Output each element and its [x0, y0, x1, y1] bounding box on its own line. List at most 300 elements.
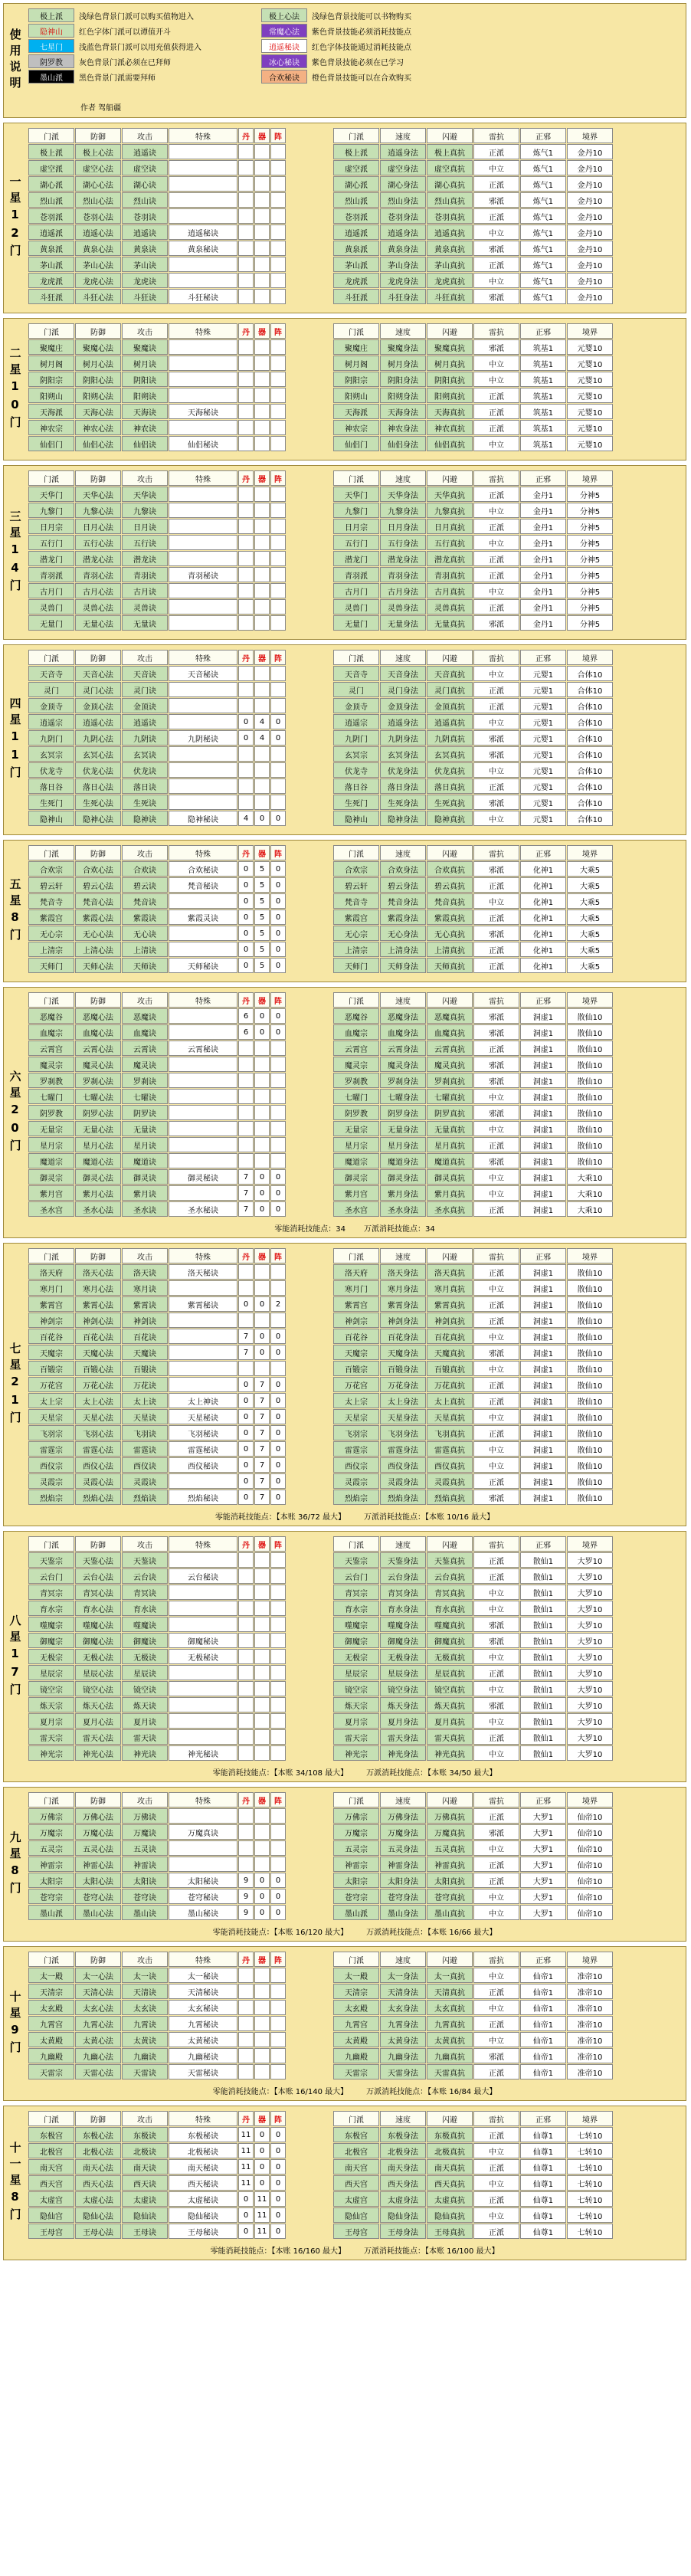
column-header: 雷抗	[473, 1792, 519, 1807]
table-cell: 正派	[473, 519, 519, 534]
table-cell: 元婴10	[567, 404, 613, 419]
table-cell: 洞虚1	[520, 1137, 566, 1152]
table-cell: 邪派	[473, 1617, 519, 1632]
table-cell: 金丹10	[567, 144, 613, 159]
column-gap	[287, 192, 332, 208]
table-cell: 邪派	[473, 1105, 519, 1120]
table-cell	[254, 289, 270, 304]
column-gap	[287, 992, 332, 1008]
table-cell: 烈焰心法	[75, 1490, 121, 1505]
legend-tag: 七星门	[28, 39, 74, 53]
table-cell	[254, 599, 270, 615]
sect-name-cell: 天星宗	[28, 1409, 74, 1424]
table-cell: 魔灵真抗	[427, 1057, 473, 1072]
table-cell: 正派	[473, 1873, 519, 1888]
table-cell: 0	[270, 1024, 286, 1040]
table-cell: 极上派	[333, 144, 379, 159]
table-cell: 北极身法	[380, 2143, 426, 2158]
table-cell: 星辰诀	[122, 1665, 168, 1680]
table-cell: 神农诀	[122, 420, 168, 435]
table-cell: 天星宗	[333, 1409, 379, 1424]
table-cell: 炼气1	[520, 144, 566, 159]
table-cell: 仙帝10	[567, 1889, 613, 1904]
column-header: 攻击	[122, 1536, 168, 1552]
table-cell: 灵兽诀	[122, 599, 168, 615]
table-cell: 天鉴诀	[122, 1552, 168, 1568]
table-cell: 中立	[473, 1409, 519, 1424]
table-cell: 古月心法	[75, 583, 121, 598]
sect-name-cell: 天师门	[28, 958, 74, 973]
table-cell: 逍遥心法	[75, 714, 121, 729]
table-cell: 邪派	[473, 795, 519, 810]
table-cell: 中立	[473, 160, 519, 175]
table-cell: 散仙10	[567, 1490, 613, 1505]
table-cell	[254, 1041, 270, 1056]
table-cell: 正派	[473, 778, 519, 794]
table-cell	[270, 1984, 286, 1999]
table-cell	[169, 1617, 237, 1632]
column-header: 攻击	[122, 1792, 168, 1807]
column-header: 闪避	[427, 992, 473, 1008]
table-cell: 洛天秘诀	[169, 1264, 237, 1280]
table-cell: 神光真抗	[427, 1745, 473, 1761]
table-cell: 南天秘诀	[169, 2159, 237, 2175]
table-cell: 九阴真抗	[427, 730, 473, 746]
table-cell: 七转10	[567, 2127, 613, 2142]
table-cell: 烈焰宗	[333, 1490, 379, 1505]
table-cell	[238, 698, 254, 713]
table-cell	[238, 372, 254, 387]
table-cell: 11	[254, 2207, 270, 2223]
table-cell: 散仙10	[567, 1329, 613, 1344]
table-cell: 合欢秘诀	[169, 861, 237, 877]
table-cell	[254, 1089, 270, 1104]
table-cell: 0	[270, 714, 286, 729]
sect-name-cell: 神剑宗	[28, 1313, 74, 1328]
table-cell	[238, 1057, 254, 1072]
table-cell	[270, 1633, 286, 1648]
table-cell	[270, 1121, 286, 1136]
table-cell	[169, 535, 237, 550]
table-cell: 青羽诀	[122, 567, 168, 582]
column-header: 防御	[75, 650, 121, 665]
section-table	[28, 992, 681, 1217]
table-cell: 紫霄身法	[380, 1296, 426, 1312]
table-cell	[254, 1137, 270, 1152]
table-cell: 太黄心法	[75, 2032, 121, 2047]
table-cell: 天雷诀	[122, 2064, 168, 2079]
table-cell: 碧云心法	[75, 877, 121, 893]
table-cell	[169, 1840, 237, 1856]
table-cell: 灵门真抗	[427, 682, 473, 697]
sect-name-cell: 天鉴宗	[28, 1552, 74, 1568]
table-cell: 太上心法	[75, 1393, 121, 1408]
section-table	[28, 2111, 681, 2239]
sect-name-cell: 太一殿	[28, 1968, 74, 1983]
table-cell	[270, 192, 286, 208]
column-header: 特殊	[169, 128, 237, 143]
table-cell: 九霄真抗	[427, 2016, 473, 2031]
table-cell: 筑基1	[520, 420, 566, 435]
table-cell: 中立	[473, 503, 519, 518]
table-cell: 七转10	[567, 2159, 613, 2175]
table-cell	[254, 1984, 270, 1999]
table-cell: 元婴10	[567, 356, 613, 371]
table-cell: 散仙10	[567, 1089, 613, 1104]
table-cell: 魔道心法	[75, 1153, 121, 1168]
table-cell: 黄泉诀	[122, 241, 168, 256]
table-cell: 湖心身法	[380, 176, 426, 192]
table-cell: 九黎真抗	[427, 503, 473, 518]
table-cell	[169, 1345, 237, 1360]
legend-desc2: 紫色背景技能必须在已学习	[312, 58, 404, 67]
table-cell: 0	[254, 1008, 270, 1024]
table-cell: 烈焰秘诀	[169, 1490, 237, 1505]
table-cell: 噬魔宗	[333, 1617, 379, 1632]
table-cell: 散仙1	[520, 1568, 566, 1584]
column-header: 正邪	[520, 1952, 566, 1967]
table-cell	[254, 224, 270, 240]
table-cell: 青羽身法	[380, 567, 426, 582]
column-header: 丹	[238, 1248, 254, 1263]
table-cell: 5	[254, 958, 270, 973]
table-cell: 上清身法	[380, 942, 426, 957]
table-cell	[270, 666, 286, 681]
table-cell	[238, 1280, 254, 1296]
table-cell: 灵兽门	[333, 599, 379, 615]
table-cell: 太玄秘诀	[169, 2000, 237, 2015]
table-cell: 圣水身法	[380, 1201, 426, 1217]
table-cell: 苍穹真抗	[427, 1889, 473, 1904]
table-cell: 灵霞身法	[380, 1473, 426, 1489]
table-cell	[254, 273, 270, 288]
table-cell: 苍羽身法	[380, 208, 426, 224]
table-cell: 魔道宗	[333, 1153, 379, 1168]
table-cell: 0	[270, 1873, 286, 1888]
table-cell: 血魔身法	[380, 1024, 426, 1040]
table-cell	[169, 682, 237, 697]
column-header: 雷抗	[473, 2111, 519, 2126]
column-header: 速度	[380, 1792, 426, 1807]
table-cell	[270, 583, 286, 598]
table-cell: 湖心诀	[122, 176, 168, 192]
table-cell: 太阳真抗	[427, 1873, 473, 1888]
table-cell: 11	[254, 2224, 270, 2239]
table-cell: 九黎心法	[75, 503, 121, 518]
table-cell	[270, 273, 286, 288]
table-cell	[169, 893, 237, 909]
column-header: 门派	[333, 1792, 379, 1807]
table-cell: 7	[238, 1345, 254, 1360]
table-cell: 王母诀	[122, 2224, 168, 2239]
column-gap	[287, 176, 332, 192]
table-cell: 玄冥宗	[333, 746, 379, 762]
table-cell	[270, 1105, 286, 1120]
table-cell: 天雷宗	[333, 2064, 379, 2079]
table-cell: 元婴1	[520, 730, 566, 746]
table-cell	[270, 404, 286, 419]
column-header: 攻击	[122, 470, 168, 486]
table-cell	[169, 1697, 237, 1712]
table-cell: 万花心法	[75, 1377, 121, 1392]
table-cell: 南天宫	[333, 2159, 379, 2175]
table-cell: 洞虚1	[520, 1024, 566, 1040]
table-cell: 逍遥真抗	[427, 714, 473, 729]
table-cell: 正派	[473, 2224, 519, 2239]
table-cell: 日月宗	[333, 519, 379, 534]
sect-name-cell: 罗刹教	[28, 1073, 74, 1088]
table-cell: 邪派	[473, 1024, 519, 1040]
table-cell	[270, 615, 286, 631]
table-cell: 中立	[473, 1361, 519, 1376]
table-cell: 神雷宗	[333, 1857, 379, 1872]
legend-tag2: 常魔心法	[261, 24, 307, 38]
column-gap	[287, 1681, 332, 1696]
table-cell: 正派	[473, 487, 519, 502]
table-cell	[169, 778, 237, 794]
table-cell: 9	[238, 1873, 254, 1888]
table-cell: 11	[238, 2159, 254, 2175]
table-cell: 九霄秘诀	[169, 2016, 237, 2031]
table-cell: 上清真抗	[427, 942, 473, 957]
table-cell: 合体10	[567, 666, 613, 681]
sect-name-cell: 烈山派	[28, 192, 74, 208]
table-cell	[254, 1313, 270, 1328]
table-cell: 中立	[473, 1089, 519, 1104]
table-cell	[270, 1840, 286, 1856]
table-cell: 百花身法	[380, 1329, 426, 1344]
table-cell: 斗狂真抗	[427, 289, 473, 304]
column-header: 器	[254, 1952, 270, 1967]
table-cell	[238, 599, 254, 615]
sect-name-cell: 树月阁	[28, 356, 74, 371]
table-cell: 云台诀	[122, 1568, 168, 1584]
column-gap	[287, 1329, 332, 1344]
table-cell: 极上心法	[75, 144, 121, 159]
table-cell: 太一诀	[122, 1968, 168, 1983]
usage-legend	[28, 8, 681, 84]
table-cell: 北极宫	[333, 2143, 379, 2158]
table-cell	[254, 535, 270, 550]
column-gap	[287, 470, 332, 486]
table-cell: 散仙10	[567, 1008, 613, 1024]
table-cell: 隐神诀	[122, 811, 168, 826]
table-cell: 西仪宗	[333, 1457, 379, 1473]
table-cell: 洞虚1	[520, 1425, 566, 1440]
table-cell	[169, 1185, 237, 1201]
table-cell: 正派	[473, 1808, 519, 1824]
table-cell: 西仪真抗	[427, 1457, 473, 1473]
table-cell: 落日身法	[380, 778, 426, 794]
column-header: 闪避	[427, 2111, 473, 2126]
table-cell: 寒月诀	[122, 1280, 168, 1296]
table-cell: 太一心法	[75, 1968, 121, 1983]
table-cell: 碧云真抗	[427, 877, 473, 893]
table-cell: 魔灵心法	[75, 1057, 121, 1072]
table-cell: 太上真抗	[427, 1393, 473, 1408]
column-header: 丹	[238, 470, 254, 486]
sect-name-cell: 合欢宗	[28, 861, 74, 877]
table-cell: 太虚宫	[333, 2191, 379, 2207]
table-cell	[254, 1824, 270, 1840]
column-header: 阵	[270, 1952, 286, 1967]
legend-desc2: 橙色背景技能可以在合欢购买	[312, 74, 411, 83]
table-cell: 0	[254, 811, 270, 826]
table-cell: 炼气1	[520, 160, 566, 175]
table-cell	[169, 144, 237, 159]
column-header: 丹	[238, 2111, 254, 2126]
table-cell: 太阳心法	[75, 1873, 121, 1888]
sect-name-cell: 落日谷	[28, 778, 74, 794]
sect-name-cell: 聚魔庄	[28, 339, 74, 355]
table-cell: 散仙1	[520, 1697, 566, 1712]
column-header: 速度	[380, 1952, 426, 1967]
table-cell	[169, 795, 237, 810]
column-header: 速度	[380, 1248, 426, 1263]
table-cell: 中立	[473, 2143, 519, 2158]
table-cell: 大罗10	[567, 1729, 613, 1745]
table-cell: 灵兽心法	[75, 599, 121, 615]
table-cell: 飞羽秘诀	[169, 1425, 237, 1440]
table-cell	[270, 1729, 286, 1745]
table-cell: 0	[270, 811, 286, 826]
table-cell	[254, 1568, 270, 1584]
table-cell: 仙侣身法	[380, 436, 426, 451]
column-gap	[287, 1665, 332, 1680]
table-cell: 筑基1	[520, 339, 566, 355]
column-gap	[287, 666, 332, 681]
table-cell: 正派	[473, 2016, 519, 2031]
table-cell: 炼天诀	[122, 1697, 168, 1712]
table-cell: 北极真抗	[427, 2143, 473, 2158]
column-gap	[287, 1552, 332, 1568]
table-cell: 洞虚1	[520, 1393, 566, 1408]
sect-name-cell: 御魔宗	[28, 1633, 74, 1648]
table-cell: 阴阳心法	[75, 372, 121, 387]
table-cell: 元婴10	[567, 420, 613, 435]
table-cell: 6	[238, 1008, 254, 1024]
table-cell	[270, 388, 286, 403]
table-cell: 墨山身法	[380, 1905, 426, 1920]
table-cell	[238, 160, 254, 175]
table-cell: 正派	[473, 1552, 519, 1568]
table-cell: 上清宗	[333, 942, 379, 957]
table-cell: 正派	[473, 420, 519, 435]
column-header: 境界	[567, 1248, 613, 1263]
table-cell	[238, 567, 254, 582]
table-cell: 西天真抗	[427, 2175, 473, 2191]
table-cell: 东极真抗	[427, 2127, 473, 2142]
legend-desc2: 紫色背景技能必须消耗技能点	[312, 28, 411, 37]
table-cell: 阴阳真抗	[427, 372, 473, 387]
column-header: 防御	[75, 2111, 121, 2126]
table-cell	[254, 1073, 270, 1088]
table-cell: 阴阳诀	[122, 372, 168, 387]
table-cell: 寒月身法	[380, 1280, 426, 1296]
table-cell: 0	[270, 1008, 286, 1024]
table-cell: 青羽秘诀	[169, 567, 237, 582]
column-gap	[287, 2224, 332, 2239]
table-cell: 九幽诀	[122, 2048, 168, 2063]
table-cell: 大乘5	[567, 909, 613, 925]
table-cell: 苍羽诀	[122, 208, 168, 224]
table-cell	[254, 746, 270, 762]
table-cell	[254, 1649, 270, 1664]
column-gap	[287, 811, 332, 826]
table-cell: 准帝10	[567, 1984, 613, 1999]
table-cell	[169, 1008, 237, 1024]
table-cell: 灵霞真抗	[427, 1473, 473, 1489]
table-cell: 洛天真抗	[427, 1264, 473, 1280]
table-cell	[254, 356, 270, 371]
sect-name-cell: 五行门	[28, 535, 74, 550]
table-cell: 大罗10	[567, 1681, 613, 1696]
table-cell: 龙虎派	[333, 273, 379, 288]
table-cell: 镜空真抗	[427, 1681, 473, 1696]
table-cell: 0	[238, 1457, 254, 1473]
table-cell: 5	[254, 926, 270, 941]
table-cell	[169, 503, 237, 518]
table-cell: 仙尊1	[520, 2127, 566, 2142]
column-gap	[287, 1153, 332, 1168]
column-gap	[287, 160, 332, 175]
column-header: 雷抗	[473, 470, 519, 486]
table-cell: 雷霆秘诀	[169, 1441, 237, 1457]
column-header: 攻击	[122, 845, 168, 860]
table-cell: 元婴1	[520, 746, 566, 762]
table-cell	[270, 519, 286, 534]
table-cell	[254, 2016, 270, 2031]
legend-desc: 浅绿色背景门派可以购买值物进入	[79, 12, 194, 21]
table-cell	[270, 778, 286, 794]
table-cell: 散仙10	[567, 1441, 613, 1457]
table-cell	[238, 1153, 254, 1168]
table-cell: 血魔诀	[122, 1024, 168, 1040]
sect-name-cell: 百花谷	[28, 1329, 74, 1344]
table-cell	[238, 682, 254, 697]
table-cell: 太一殿	[333, 1968, 379, 1983]
table-cell: 九阴秘诀	[169, 730, 237, 746]
table-cell: 分神5	[567, 583, 613, 598]
table-cell	[238, 192, 254, 208]
table-cell	[238, 208, 254, 224]
table-cell: 灵兽身法	[380, 599, 426, 615]
table-cell	[254, 2048, 270, 2063]
table-cell: 散仙1	[520, 1665, 566, 1680]
column-header: 阵	[270, 2111, 286, 2126]
column-gap	[287, 1568, 332, 1584]
author-note: 作者 驾船疆	[80, 104, 122, 113]
table-cell: 天魔心法	[75, 1345, 121, 1360]
table-cell: 太阳秘诀	[169, 1873, 237, 1888]
column-header: 阵	[270, 845, 286, 860]
table-cell: 仙侣心法	[75, 436, 121, 451]
table-cell: 散仙1	[520, 1585, 566, 1600]
column-header: 闪避	[427, 1248, 473, 1263]
table-cell: 南天身法	[380, 2159, 426, 2175]
section-footer	[28, 1766, 681, 1778]
table-cell	[169, 714, 237, 729]
table-cell: 碧云轩	[333, 877, 379, 893]
table-cell: 大罗1	[520, 1824, 566, 1840]
table-cell: 碧云诀	[122, 877, 168, 893]
table-cell	[270, 599, 286, 615]
table-cell: 邪派	[473, 192, 519, 208]
table-cell: 正派	[473, 388, 519, 403]
section-footer	[28, 1510, 681, 1522]
column-header: 境界	[567, 2111, 613, 2126]
table-cell: 树月心法	[75, 356, 121, 371]
